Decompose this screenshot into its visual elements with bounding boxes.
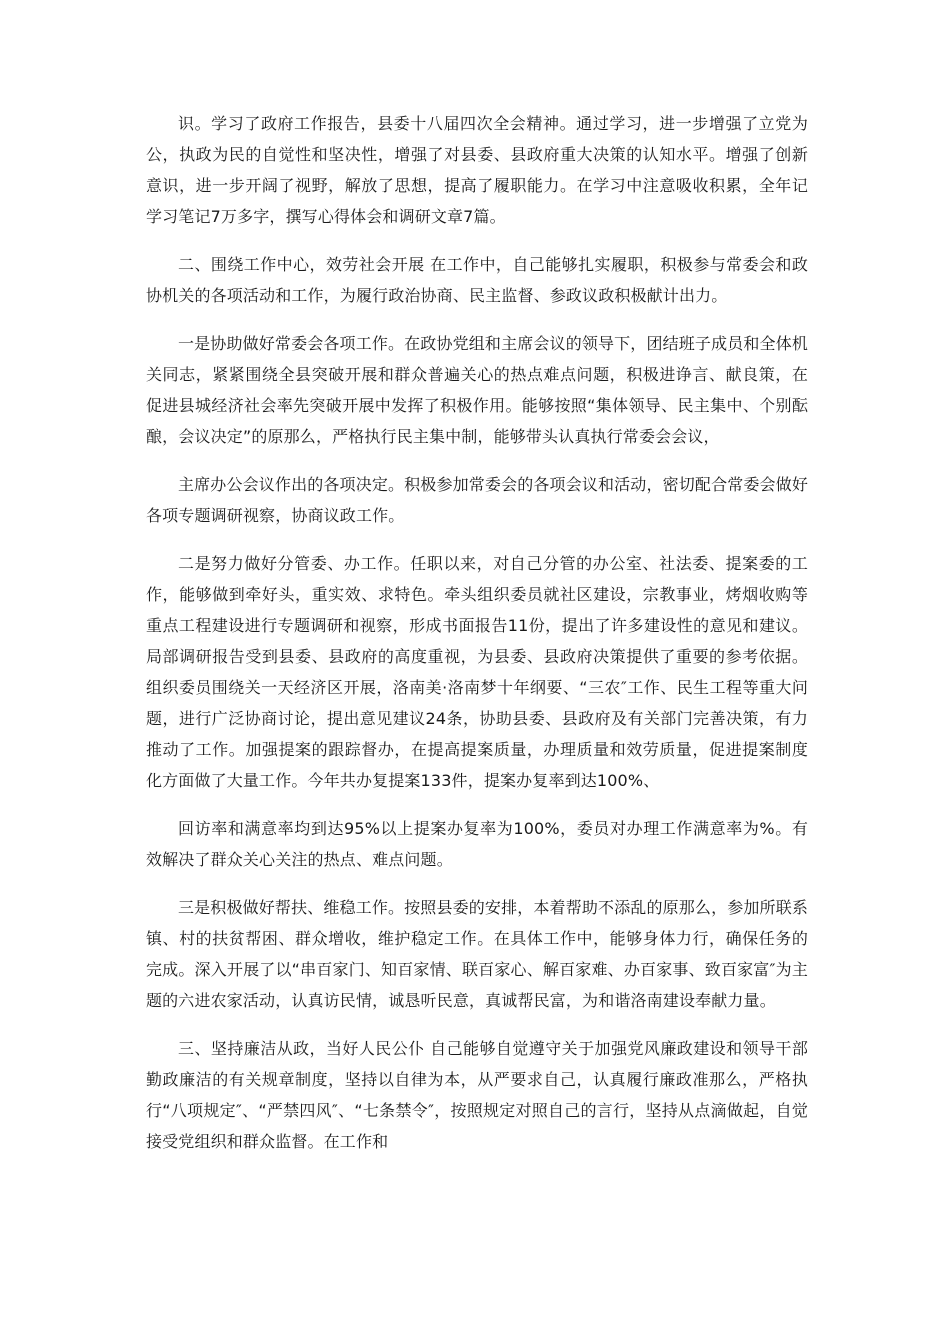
paragraph-study-summary: 识。学习了政府工作报告，县委十八届四次全会精神。通过学习，进一步增强了立党为公，执政为民的自觉性和坚决性，增强了对县委、县政府重大决策的认知水平。增强了创新意识，进一步开阔了视野，解放了思想，提高了履职能力。在学习中注意吸收积累，全年记学习笔记7万多字，撰写心得体会和调研文章7篇。 [146, 114, 808, 226]
document-page [146, 108, 808, 1174]
paragraph-poverty-relief-stability: 三是积极做好帮扶、维稳工作。按照县委的安排，本着帮助不添乱的原那么，参加所联系镇、村的扶贫帮困、群众增收，维护稳定工作。在具体工作中，能够身体力行，确保任务的完成。深入开展了以“串百家门、知百家情、联百家心、解百家难、办百家事、致百家富″为主题的六进农家活动，认真访民情，诚恳听民意，真诚帮民富，为和谐洛南建设奉献力量。 [146, 898, 808, 1010]
paragraph-satisfaction-rates: 回访率和满意率均到达95%以上提案办复率为100%，委员对办理工作满意率为%。有效解决了群众关心关注的热点、难点问题。 [146, 819, 808, 869]
paragraph-section-two-heading: 二、围绕工作中心，效劳社会开展 在工作中，自己能够扎实履职，积极参与常委会和政协机关的各项活动和工作，为履行政治协商、民主监督、参政议政积极献计出力。 [146, 255, 808, 305]
paragraph-standing-committee-work: 一是协助做好常委会各项工作。在政协党组和主席会议的领导下，团结班子成员和全体机关同志，紧紧围绕全县突破开展和群众普遍关心的热点难点问题，积极进诤言、献良策，在促进县城经济社会率先突破开展中发挥了积极作用。能够按照“集体领导、民主集中、个别酝酿，会议决定”的原那么，严格执行民主集中制，能够带头认真执行常委会会议， [146, 334, 808, 446]
paragraph-chairman-meeting-decisions: 主席办公会议作出的各项决定。积极参加常委会的各项会议和活动，密切配合常委会做好各项专题调研视察，协商议政工作。 [146, 475, 808, 525]
paragraph-managed-committees: 二是努力做好分管委、办工作。任职以来，对自己分管的办公室、社法委、提案委的工作，能够做到牵好头，重实效、求特色。牵头组织委员就社区建设，宗教事业，烤烟收购等重点工程建设进行专题调研和视察，形成书面报告11份，提出了许多建设性的意见和建议。局部调研报告受到县委、县政府的高度重视，为县委、县政府决策提供了重要的参考依据。组织委员围绕关一天经济区开展，洛南美·洛南梦十年纲要、“三农″工作、民生工程等重大问题，进行广泛协商讨论，提出意见建议24条，协助县委、县政府及有关部门完善决策，有力推动了工作。加强提案的跟踪督办，在提高提案质量，办理质量和效劳质量，促进提案制度化方面做了大量工作。今年共办复提案133件，提案办复率到达100%、 [146, 554, 808, 790]
paragraph-section-three-integrity: 三、坚持廉洁从政，当好人民公仆 自己能够自觉遵守关于加强党风廉政建设和领导干部勤政廉洁的有关规章制度，坚持以自律为本，从严要求自己，认真履行廉政准那么，严格执行“八项规定″、“严禁四风″、“七条禁令″，按照规定对照自己的言行，坚持从点滴做起，自觉接受党组织和群众监督。在工作和 [146, 1039, 808, 1151]
